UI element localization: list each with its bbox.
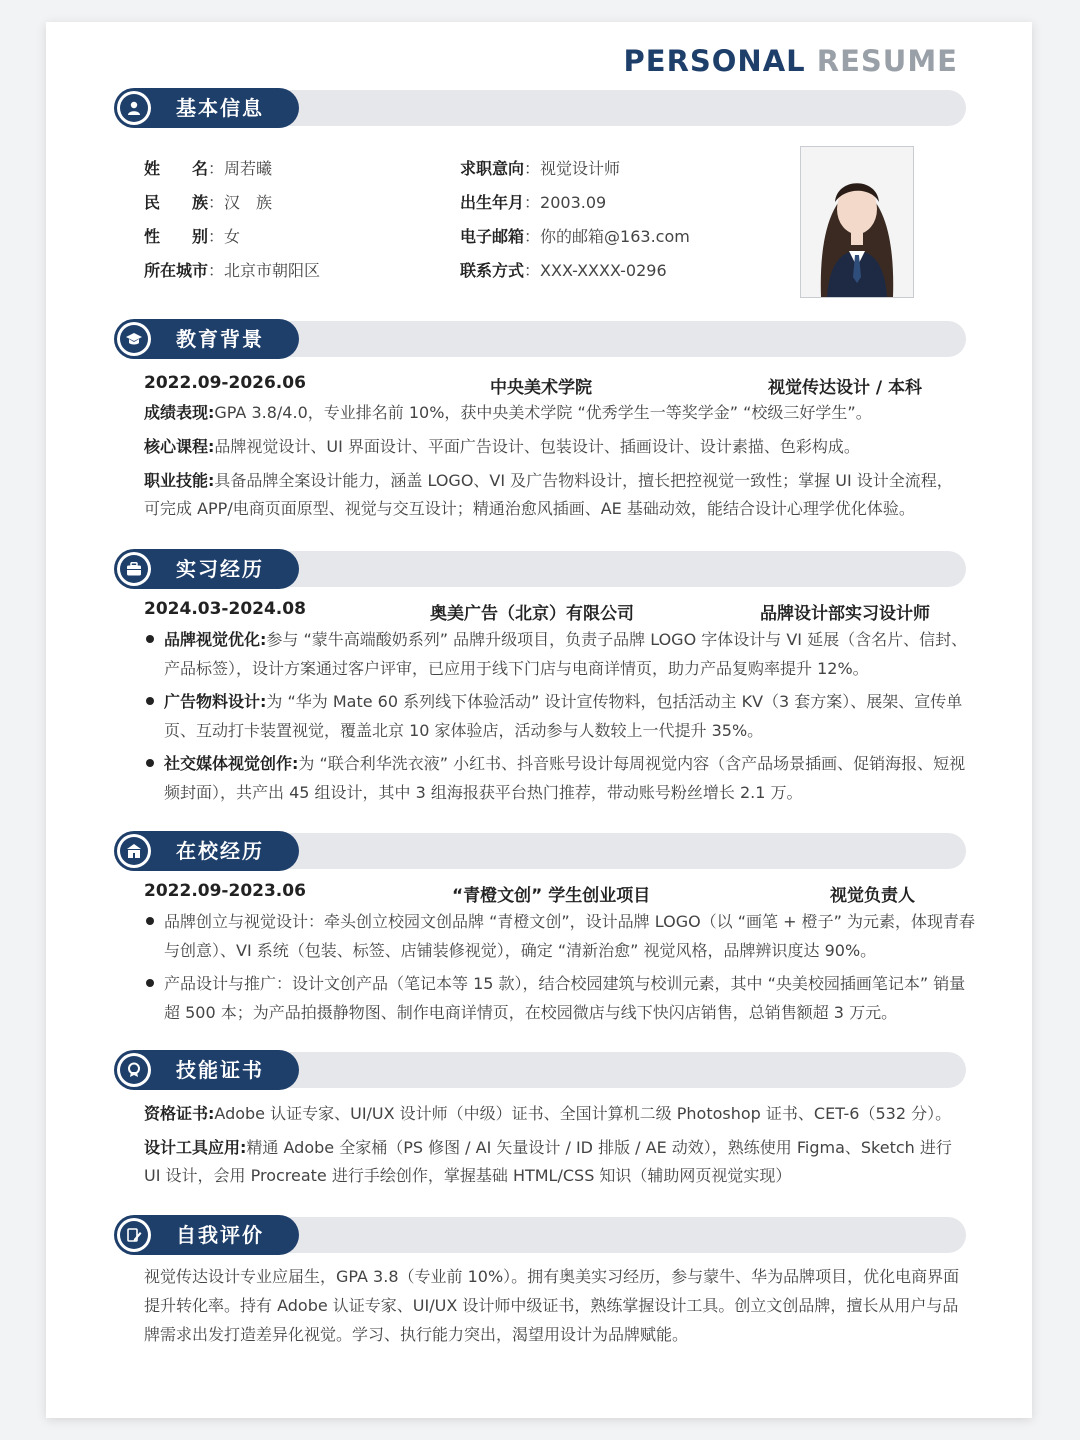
profile-photo [800, 146, 914, 298]
list-item: 社交媒体视觉创作:为 “联合利华洗衣液” 小红书、抖音账号设计每周视觉内容（含产品场景插画、促销海报、短视频封面），共产出 45 组设计，其中 3 组海报获平台热门推荐，带动账号粉丝增长 2.1 万。 [146, 749, 980, 807]
section-title: 在校经历 [176, 839, 264, 863]
edu-major: 视觉传达设计 / 本科 [768, 378, 923, 398]
section-title: 自我评价 [176, 1223, 264, 1247]
award-icon [120, 1056, 148, 1084]
user-icon [120, 94, 148, 122]
section-header-skills [114, 1050, 966, 1090]
skills-cert: 资格证书:Adobe 认证专家、UI/UX 设计师（中级）证书、全国计算机二级 Photoshop 证书、CET-6（532 分）。 [144, 1104, 952, 1123]
info-email: 电子邮箱：你的邮箱@163.com [460, 227, 690, 246]
intern-company: 奥美广告（北京）有限公司 [430, 604, 634, 624]
intern-date: 2024.03-2024.08 [144, 599, 306, 619]
info-name: 姓 名：周若曦 [144, 159, 273, 178]
campus-date: 2022.09-2023.06 [144, 881, 306, 901]
list-item: 产品设计与推广：设计文创产品（笔记本等 15 款），结合校园建筑与校训元素，其中 “央美校园插画笔记本” 销量超 500 本；为产品拍摄静物图、制作电商详情页，在校园微店与线下快闪店销售，总销售额超 3 万元。 [146, 969, 980, 1027]
section-title: 技能证书 [176, 1058, 264, 1082]
section-header-self [114, 1215, 966, 1255]
edu-skills: 职业技能:具备品牌全案设计能力，涵盖 LOGO、VI 及广告物料设计，擅长把控视觉一致性；掌握 UI 设计全流程，可完成 APP/电商页面原型、视觉与交互设计；精通治愈风插画、AE 基础动效，能结合设计心理学优化体验。 [144, 471, 953, 518]
campus-role: 视觉负责人 [830, 886, 915, 906]
resume-page [46, 22, 1032, 1418]
building-icon [120, 837, 148, 865]
info-phone: 联系方式：XXX-XXXX-0296 [460, 261, 667, 280]
skills-tools: 设计工具应用:精通 Adobe 全家桶（PS 修图 / AI 矢量设计 / ID 排版 / AE 动效），熟练使用 Figma、Sketch 进行 UI 设计，会用 Procreate 进行手绘创作，掌握基础 HTML/CSS 知识（辅助网页视觉实现） [144, 1138, 952, 1185]
edu-school: 中央美术学院 [490, 378, 592, 398]
intern-role: 品牌设计部实习设计师 [760, 604, 930, 624]
resume-title: PERSONAL RESUME [623, 44, 958, 78]
section-title: 基本信息 [176, 96, 264, 120]
section-header-basic [114, 88, 966, 128]
section-title: 教育背景 [176, 327, 264, 351]
info-nation: 民 族：汉 族 [144, 193, 273, 212]
info-intent: 求职意向：视觉设计师 [460, 159, 621, 178]
list-item: 广告物料设计:为 “华为 Mate 60 系列线下体验活动” 设计宣传物料，包括活动主 KV（3 套方案）、展架、宣传单页、互动打卡装置视觉，覆盖北京 10 家体验店，活动参与人数较上一代提升 35%。 [146, 687, 980, 745]
edu-grades: 成绩表现:GPA 3.8/4.0，专业排名前 10%，获中央美术学院 “优秀学生一等奖学金” “校级三好学生”。 [144, 403, 872, 422]
list-item: 品牌视觉优化:参与 “蒙牛高端酸奶系列” 品牌升级项目，负责子品牌 LOGO 字体设计与 VI 延展（含名片、信封、产品标签），设计方案通过客户评审，已应用于线下门店与电商详情页，助力产品复购率提升 12%。 [146, 625, 980, 683]
edu-date: 2022.09-2026.06 [144, 373, 306, 393]
list-item: 品牌创立与视觉设计：牵头创立校园文创品牌 “青橙文创”，设计品牌 LOGO（以 “画笔 + 橙子” 为元素，体现青春与创意）、VI 系统（包装、标签、店铺装修视觉），确定 “清新治愈” 视觉风格，品牌辨识度达 90%。 [146, 907, 980, 965]
campus-project: “青橙文创” 学生创业项目 [452, 886, 651, 906]
info-gender: 性 别：女 [144, 227, 241, 246]
edit-icon [120, 1221, 148, 1249]
section-title: 实习经历 [176, 557, 264, 581]
briefcase-icon [120, 555, 148, 583]
section-header-internship [114, 549, 966, 589]
self-evaluation: 视觉传达设计专业应届生，GPA 3.8（专业前 10%）。拥有奥美实习经历，参与蒙牛、华为品牌项目，优化电商界面提升转化率。持有 Adobe 认证专家、UI/UX 设计师中级证书，熟练掌握设计工具。创立文创品牌，擅长从用户与品牌需求出发打造差异化视觉。学习、执行能力突出，渴望用设计为品牌赋能。 [144, 1267, 960, 1344]
section-header-education [114, 319, 966, 359]
section-header-campus [114, 831, 966, 871]
graduation-cap-icon [120, 325, 148, 353]
info-city: 所在城市：北京市朝阳区 [144, 261, 321, 280]
edu-courses: 核心课程:品牌视觉设计、UI 界面设计、平面广告设计、包装设计、插画设计、设计素描、色彩构成。 [144, 437, 860, 456]
info-birth: 出生年月：2003.09 [460, 193, 607, 212]
